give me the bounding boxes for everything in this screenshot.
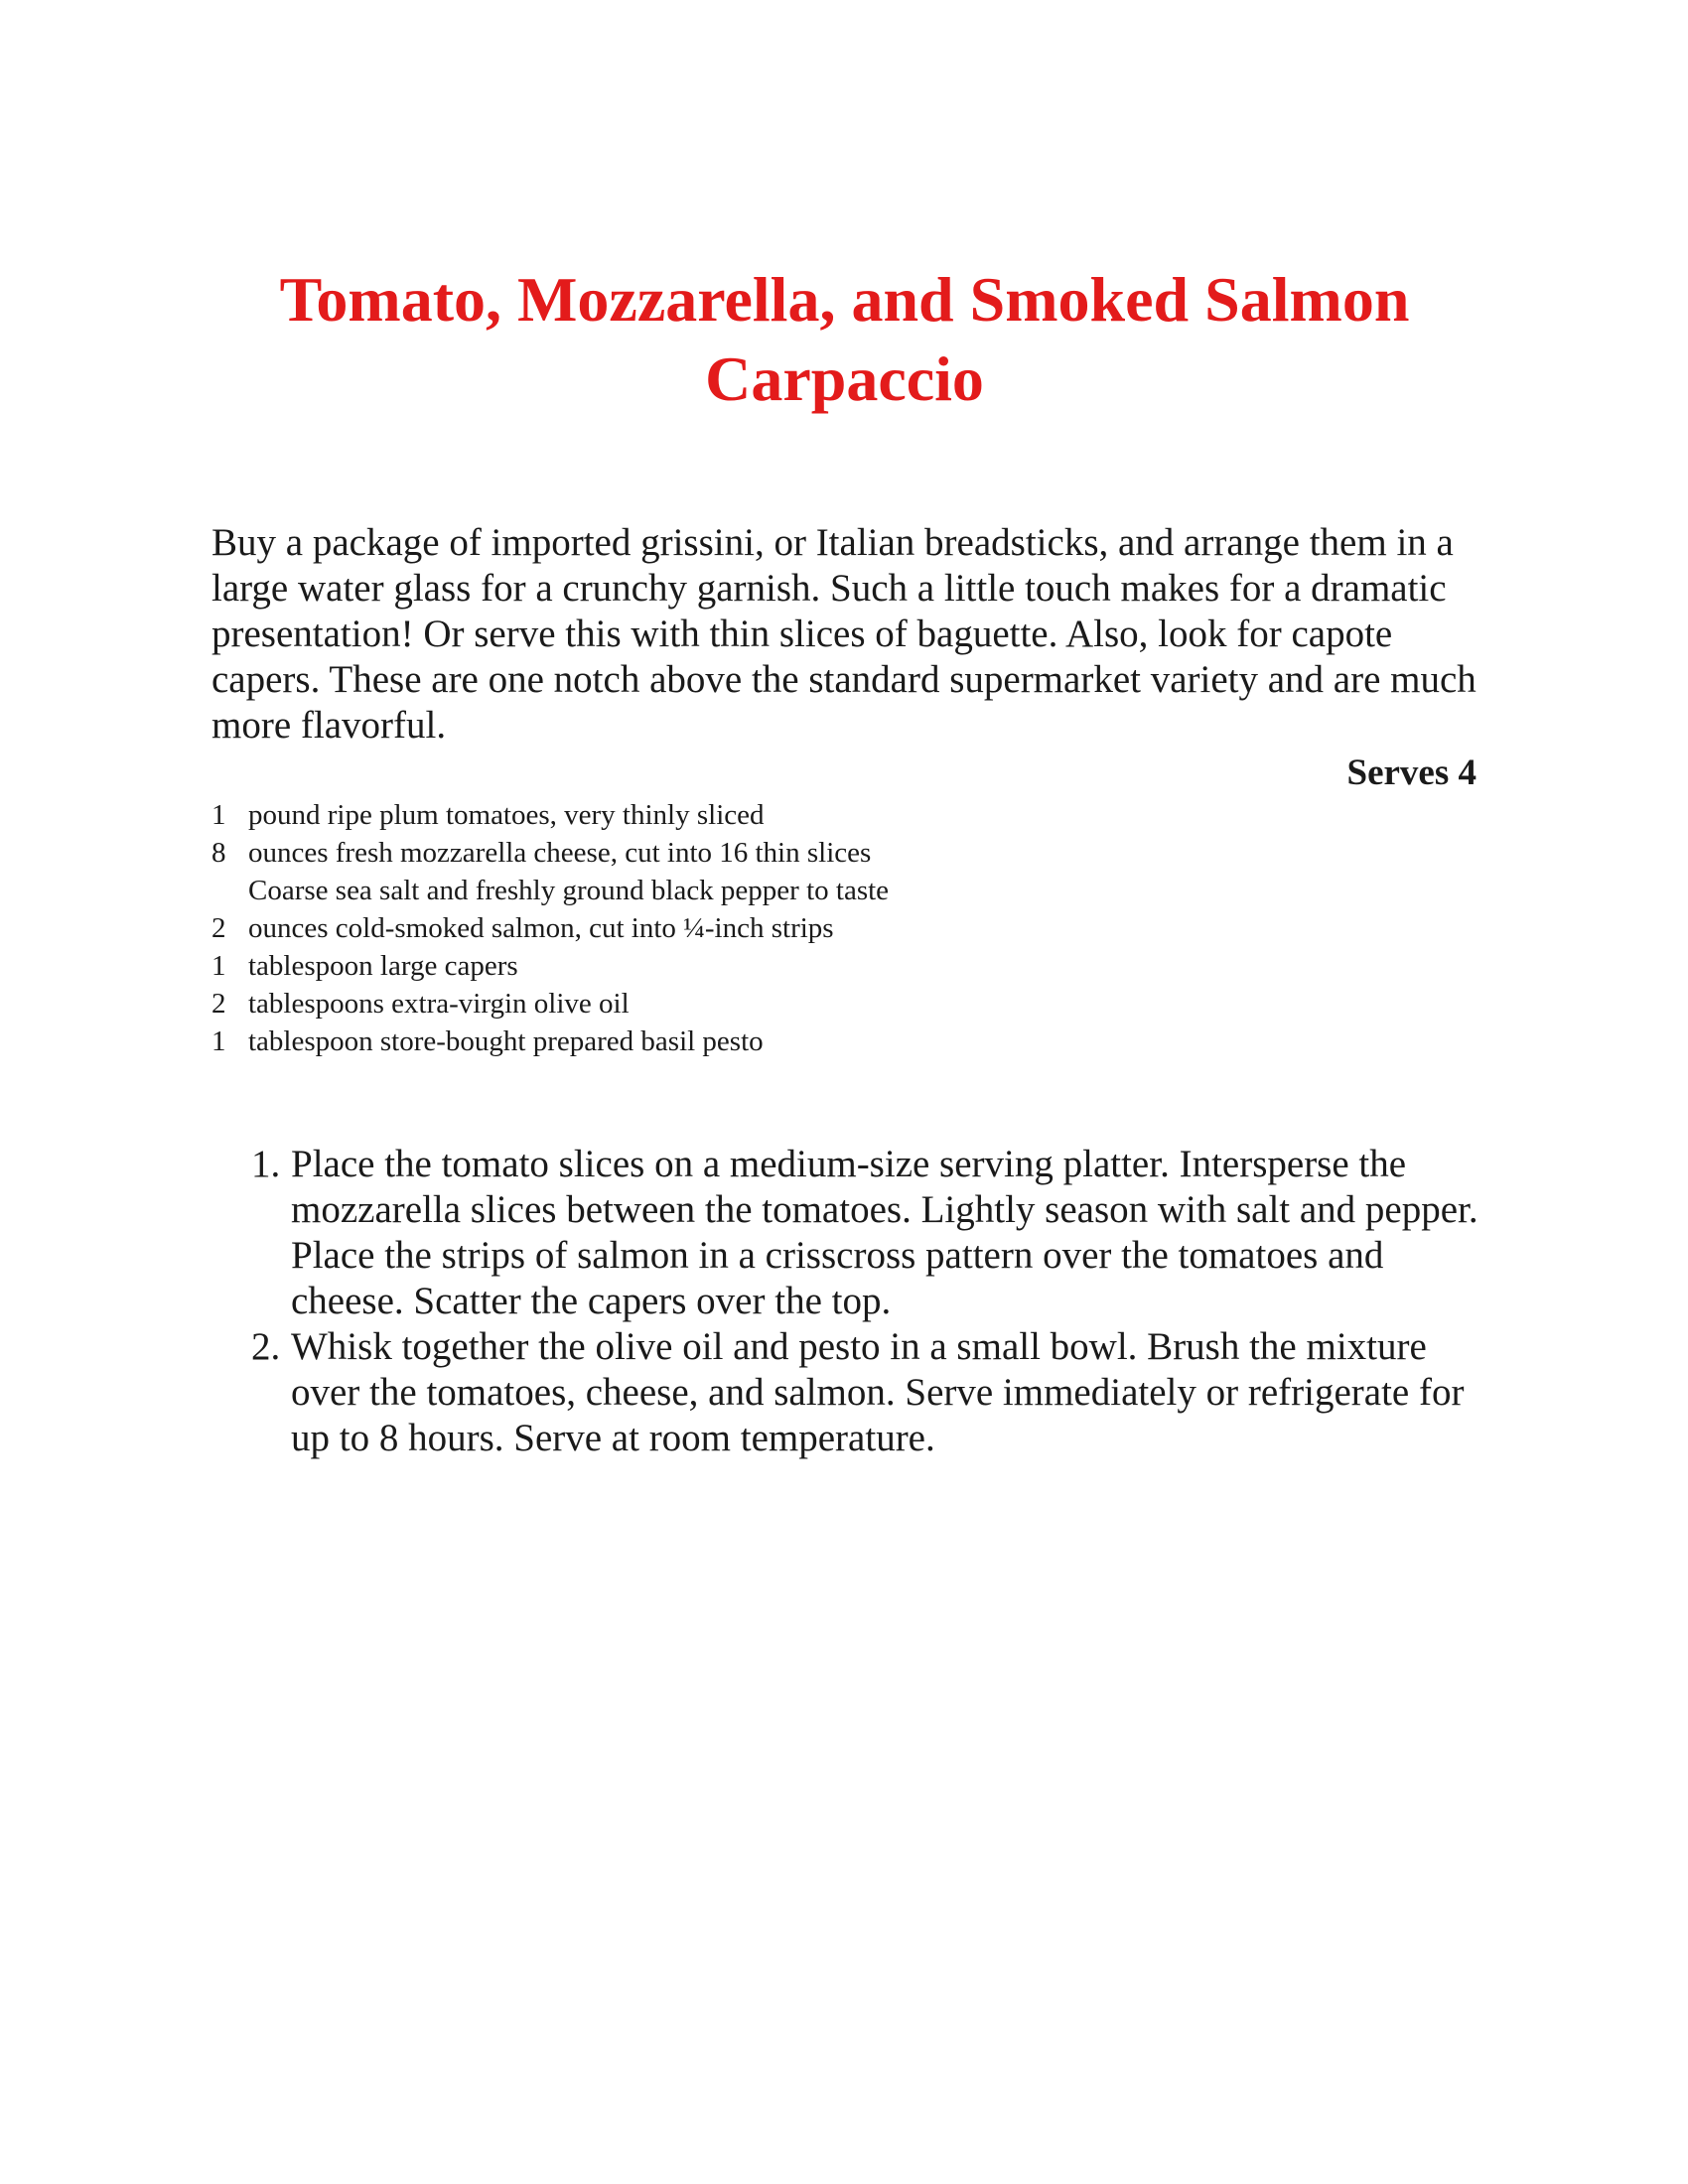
method-steps bbox=[251, 1142, 1482, 1461]
step-number: 1. bbox=[251, 1143, 281, 1185]
recipe-intro: Buy a package of imported grissini, or Italian breadsticks, and arrange them in a large water glass for a crunchy garnish. Such a little touch makes for a dramatic presentation! Or serve this with thin slices of baguette. Also, look for capote capers. These are one notch above the standard supermarket variety and are much more flavorful. bbox=[211, 521, 1477, 747]
ingredient-description: ounces fresh mozzarella cheese, cut into 16 thin slices bbox=[248, 837, 872, 869]
ingredient-description: Coarse sea salt and freshly ground black pepper to taste bbox=[248, 875, 890, 906]
ingredient-description: tablespoon store-bought prepared basil pesto bbox=[248, 1025, 764, 1057]
ingredient-quantity: 2 bbox=[211, 988, 226, 1020]
ingredient-quantity: 2 bbox=[211, 912, 226, 944]
method-step bbox=[251, 1324, 1482, 1461]
ingredient-item bbox=[211, 796, 1477, 834]
step-text: Whisk together the olive oil and pesto in a small bowl. Brush the mixture over the tomatoes, cheese, and salmon. Serve immediately or refrigerate for up to 8 hours. Serve at room temperature. bbox=[291, 1325, 1465, 1459]
recipe-title: Tomato, Mozzarella, and Smoked Salmon Carpaccio bbox=[279, 264, 1410, 414]
ingredient-item bbox=[211, 834, 1477, 872]
ingredient-item bbox=[211, 872, 1477, 909]
ingredient-description: tablespoons extra-virgin olive oil bbox=[248, 988, 630, 1020]
ingredient-description: ounces cold-smoked salmon, cut into ¼-inch strips bbox=[248, 912, 834, 944]
step-text: Place the tomato slices on a medium-size serving platter. Intersperse the mozzarella slices between the tomatoes. Lightly season with salt and pepper. Place the strips of salmon in a crisscross pattern over the tomatoes and cheese. Scatter the capers over the top. bbox=[291, 1143, 1478, 1322]
ingredient-description: tablespoon large capers bbox=[248, 950, 518, 982]
method-step bbox=[251, 1142, 1482, 1324]
ingredient-item bbox=[211, 1023, 1477, 1060]
ingredient-quantity: 8 bbox=[211, 837, 226, 869]
ingredient-description: pound ripe plum tomatoes, very thinly sliced bbox=[248, 799, 765, 831]
ingredient-quantity: 1 bbox=[211, 799, 226, 831]
ingredient-quantity: 1 bbox=[211, 1025, 226, 1057]
servings-label: Serves 4 bbox=[1346, 752, 1477, 793]
ingredient-list bbox=[211, 796, 1477, 1060]
step-number: 2. bbox=[251, 1325, 281, 1368]
ingredient-quantity bbox=[211, 872, 248, 909]
ingredient-item bbox=[211, 947, 1477, 985]
ingredient-item bbox=[211, 909, 1477, 947]
ingredient-quantity: 1 bbox=[211, 950, 226, 982]
ingredient-item bbox=[211, 985, 1477, 1023]
